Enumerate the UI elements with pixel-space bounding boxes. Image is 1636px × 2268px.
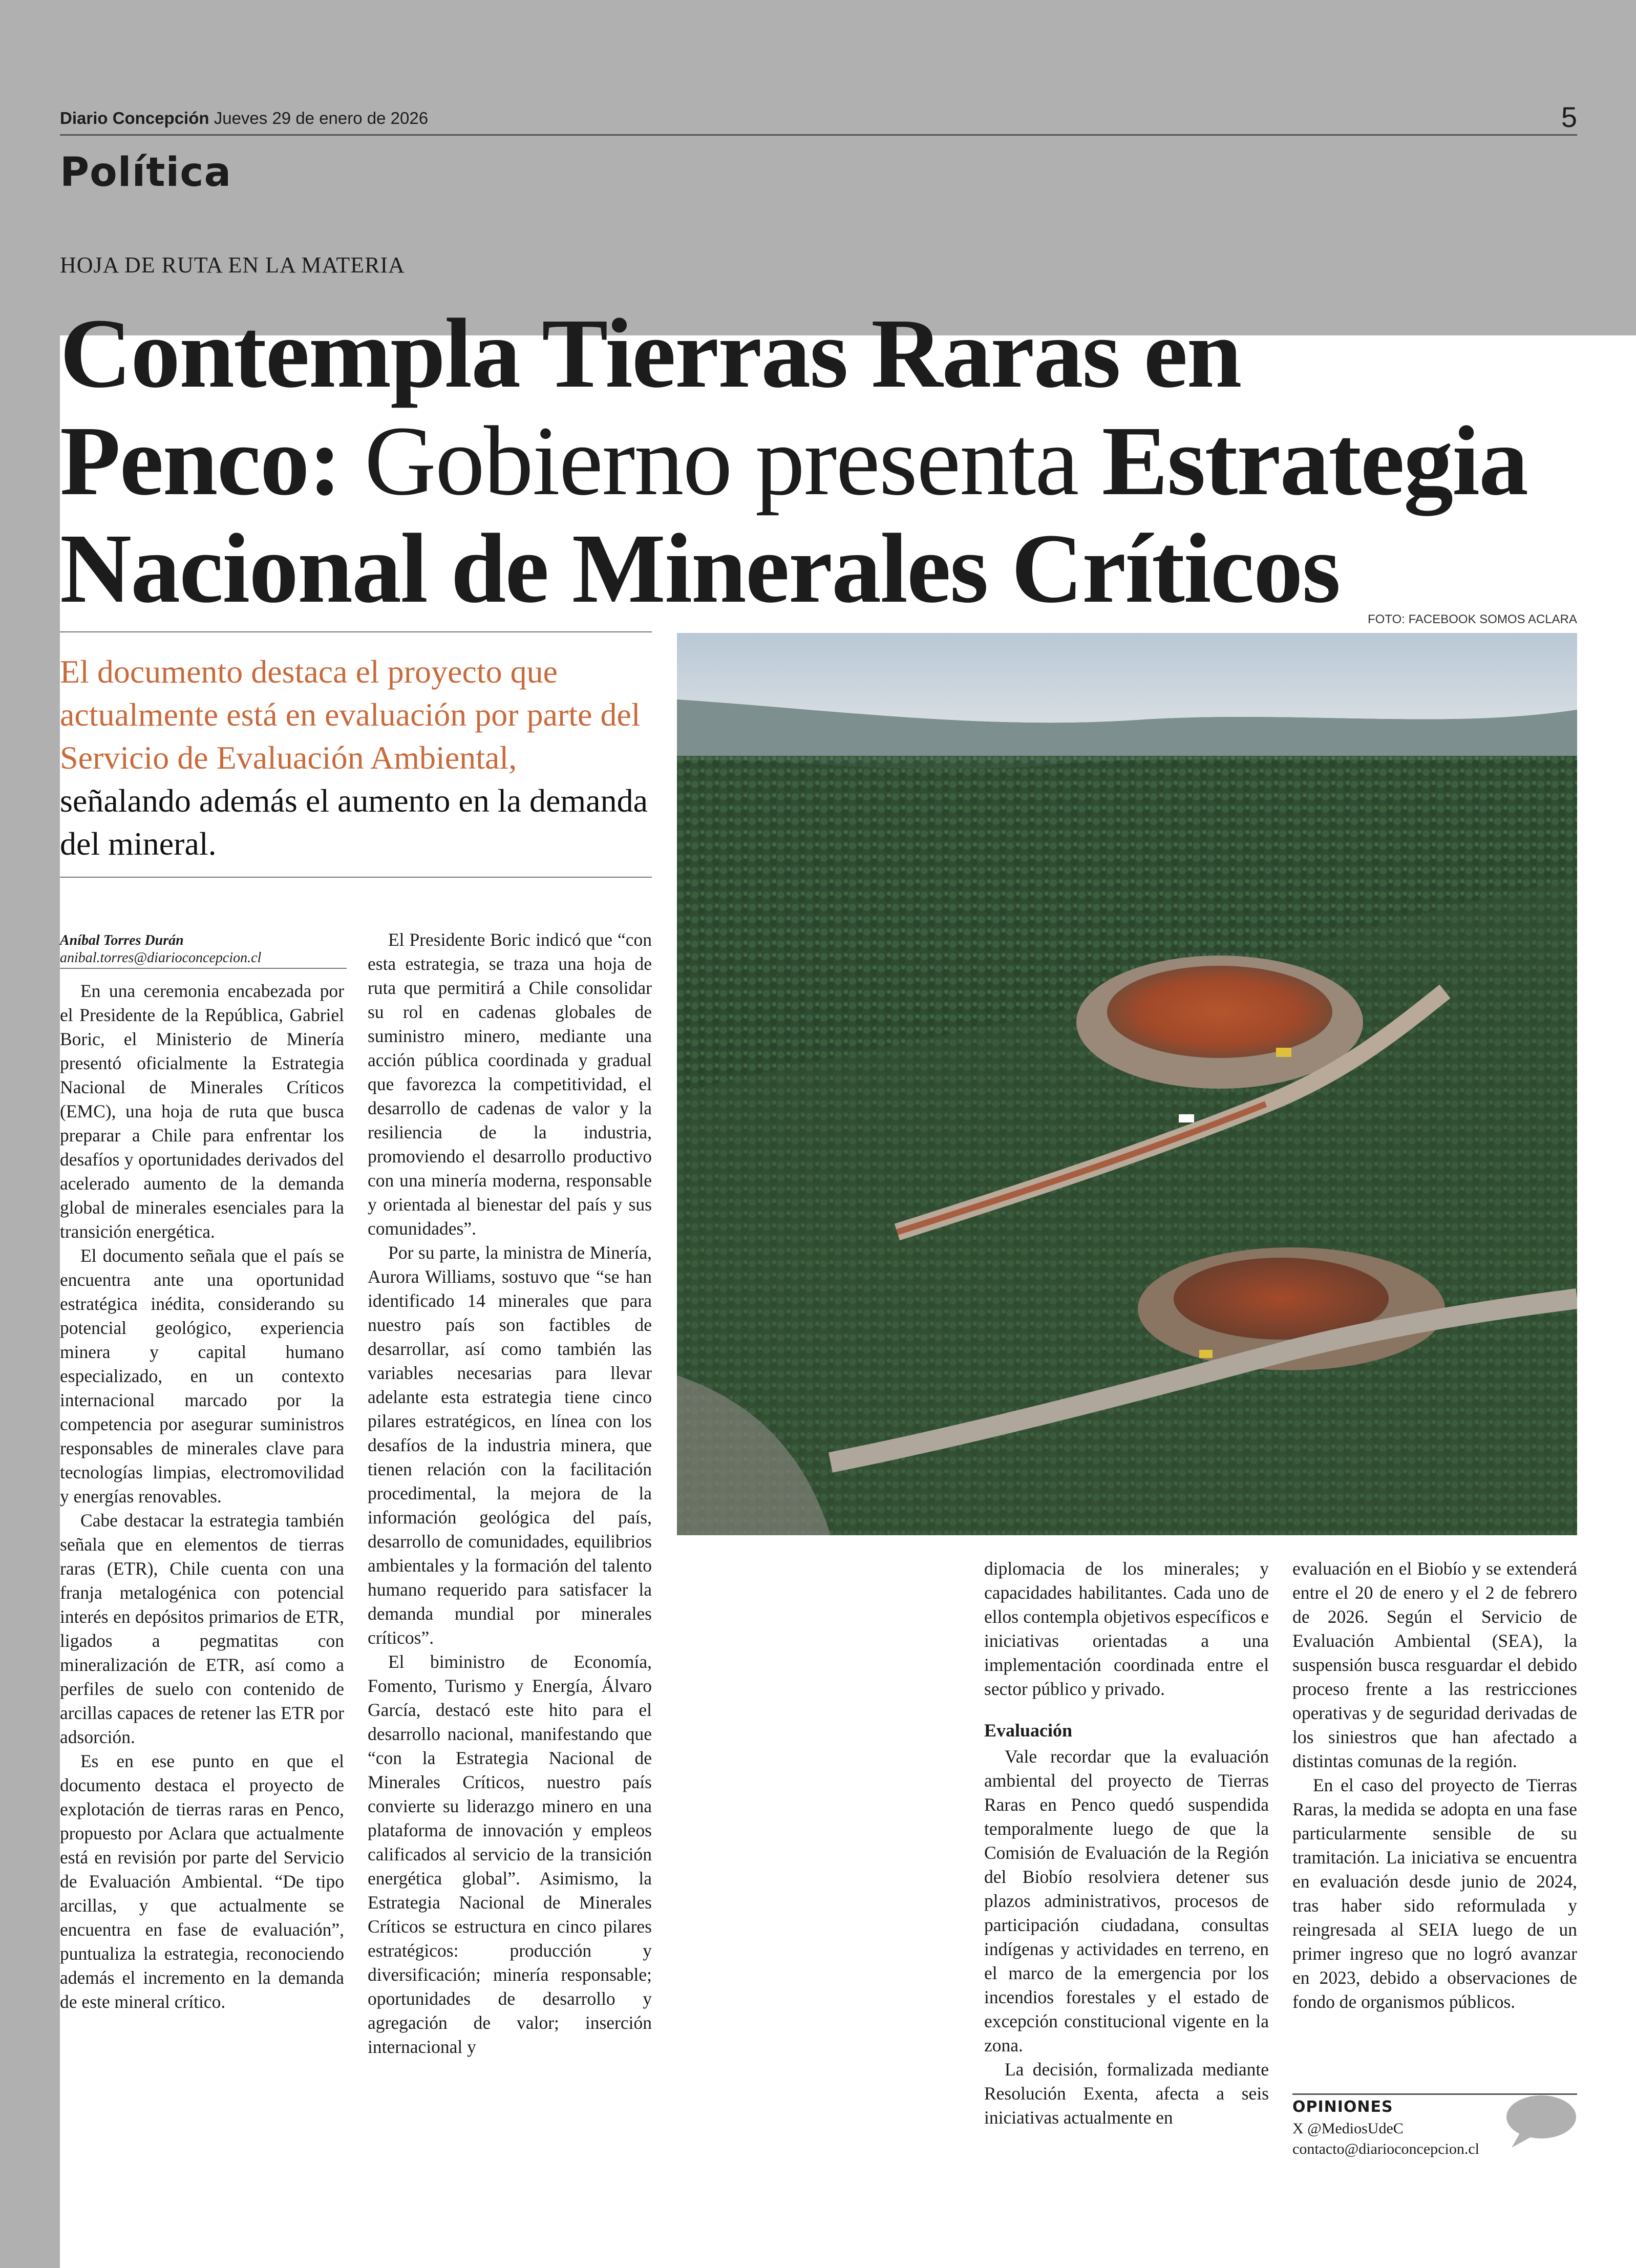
- byline: [60, 932, 347, 969]
- column-1: [60, 979, 344, 2014]
- issue-date: Jueves 29 de enero de 2026: [214, 109, 429, 128]
- kicker: HOJA DE RUTA EN LA MATERIA: [60, 252, 405, 278]
- column-2: [368, 928, 652, 2059]
- paragraph: evaluación en el Biobío y se extenderá entre el 20 de enero y el 2 de febrero de 2026. Según el Servicio de Evaluación Ambiental (SEA), la suspensión busca resguardar el debido proceso frente a las restricciones operativas y de seguridad derivadas de los siniestros que han afectado a distintas comunas de la región.: [1292, 1558, 1577, 1771]
- paragraph: Vale recordar que la evaluación ambiental del proyecto de Tierras Raras en Penco quedó suspendida temporalmente luego de que la Comisión de Evaluación de la Región del Biobío resolviera detener sus plazos administrativos, procesos de participación ciudadana, consultas indígenas y actividades en terreno, en el marco de la emergencia por los incendios forestales y el estado de excepción constitucional vigente en la zona.: [984, 1746, 1269, 2055]
- opinions-title: OPINIONES: [1292, 2098, 1393, 2116]
- deck-rest: señalando además el aumento en la demanda del mineral.: [60, 782, 648, 862]
- deck-top-rule: [60, 631, 652, 632]
- paragraph: En el caso del proyecto de Tierras Raras, la medida se adopta en una fase particularmente sensible de su tramitación. La iniciativa se encuentra en evaluación desde junio de 2024, tras haber sido reformulada y reingresada al SEIA luego de un primer ingreso que no logró avanzar en 2023, debido a observaciones de fondo de organismos públicos.: [1292, 1775, 1577, 2012]
- paragraph: En una ceremonia encabezada por el Presidente de la República, Gabriel Boric, el Ministerio de Minería presentó oficialmente la Estrategia Nacional de Minerales Críticos (EMC), una hoja de ruta que busca preparar a Chile para enfrentar los desafíos y oportunidades derivados del acelerado aumento de la demanda global de minerales esenciales para la transición energética.: [60, 981, 344, 1242]
- section-title: Política: [60, 150, 232, 196]
- opinions-email[interactable]: contacto@diarioconcepcion.cl: [1292, 2140, 1479, 2157]
- paragraph: Es en ese punto en que el documento destaca el proyecto de explotación de tierras raras en Penco, propuesto por Aclara que actualmente está en revisión por parte del Servicio de Evaluación Ambiental. “De tipo arcillas, y que actualmente se encuentra en fase de evaluación”, puntualiza la estrategia, reconociendo además el incremento en la demanda de este mineral crítico.: [60, 1751, 344, 2012]
- paragraph: El documento señala que el país se encuentra ante una oportunidad estratégica inédita, considerando su potencial geológico, experiencia minera y capital humano especializado, en un contexto internacional marcado por la competencia por asegurar suministros responsables de minerales clave para tecnologías limpias, electromovilidad y energías renovables.: [60, 1245, 344, 1507]
- paper-name: Diario Concepción: [60, 109, 209, 128]
- photo-credit: FOTO: FACEBOOK SOMOS ACLARA: [1368, 612, 1577, 626]
- paragraph: La decisión, formalizada mediante Resolución Exenta, afecta a seis iniciativas actualmente en: [984, 2059, 1269, 2128]
- headline-part4: Estrategia: [1101, 406, 1527, 516]
- header-background-band: [0, 0, 1636, 335]
- deck: [60, 650, 652, 865]
- deck-highlight: El documento destaca el proyecto que actualmente está en evaluación por parte del Servicio de Evaluación Ambiental,: [60, 653, 641, 776]
- headline-part3: Gobierno presenta: [364, 406, 1078, 516]
- paragraph: Cabe destacar la estrategia también señala que en elementos de tierras raras (ETR), Chile cuenta con una franja metalogénica con potencial interés en depósitos primarios de ETR, ligados a pegmatitas con mineralización de ETR, así como a perfiles de suelo con contenido de arcillas capaces de retener las ETR por adsorción.: [60, 1510, 344, 1747]
- paragraph: El Presidente Boric indicó que “con esta estrategia, se traza una hoja de ruta que permitirá a Chile consolidar su rol en cadenas globales de suministro minero, mediante una acción pública coordinada y gradual que favorezca la competitividad, el desarrollo de cadenas de valor y la resiliencia de la industria, promoviendo el desarrollo productivo con una minería moderna, responsable y orientada al bienestar del país y sus comunidades”.: [368, 929, 652, 1239]
- aerial-mining-photo: [677, 633, 1577, 1535]
- column-4: [1292, 1557, 1577, 2014]
- paragraph: El biministro de Economía, Fomento, Turismo y Energía, Álvaro García, destacó este hito para el desarrollo nacional, manifestando que “con la Estrategia Nacional de Minerales Críticos, nuestro país convierte su liderazgo minero en una plataforma de innovación y empleos calificados al servicio de la transición energética global”. Asimismo, la Estrategia Nacional de Minerales Críticos se estructura en cinco pilares estratégicos: producción y diversificación; minería responsable; oportunidades de desarrollo y agregación de valor; inserción internacional y: [368, 1651, 652, 2057]
- deck-bottom-rule: [60, 877, 652, 878]
- masthead-rule: [60, 134, 1577, 136]
- headline-part5: Nacional de Minerales Críticos: [60, 513, 1340, 623]
- masthead: [60, 109, 428, 128]
- subhead-evaluacion: Evaluación: [984, 1720, 1073, 1741]
- paragraph: diplomacia de los minerales; y capacidades habilitantes. Cada uno de ellos contempla objetivos específicos e iniciativas orientadas a una implementación coordinada entre el sector público y privado.: [984, 1558, 1269, 1699]
- author-email: anibal.torres@diarioconcepcion.cl: [60, 949, 347, 969]
- headline-part1: Contempla Tierras Raras en: [60, 298, 1241, 408]
- author-name: Aníbal Torres Durán: [60, 932, 184, 948]
- page-number: 5: [1561, 101, 1577, 133]
- paragraph: Por su parte, la ministra de Minería, Aurora Williams, sostuvo que “se han identificado 14 minerales que para nuestro país son factibles de desarrollar, así como también las variables necesarias para llevar adelante esta estrategia tiene cinco pilares estratégicos, en línea con los desafíos de la industria minera, que tienen relación con la facilitación procedimental, la mejora de la información geológica del país, desarrollo de comunidades, equilibrios ambientales y la formación del talento humano requerido para satisfacer la demanda mundial por minerales críticos”.: [368, 1242, 652, 1648]
- opinions-handle[interactable]: X @MediosUdeC: [1292, 2120, 1404, 2137]
- speech-bubble-icon: [1505, 2093, 1577, 2150]
- headline-part2: Penco:: [60, 406, 341, 516]
- headline: [60, 300, 1586, 622]
- left-margin-band: [0, 335, 60, 2268]
- column-3: [984, 1557, 1269, 2130]
